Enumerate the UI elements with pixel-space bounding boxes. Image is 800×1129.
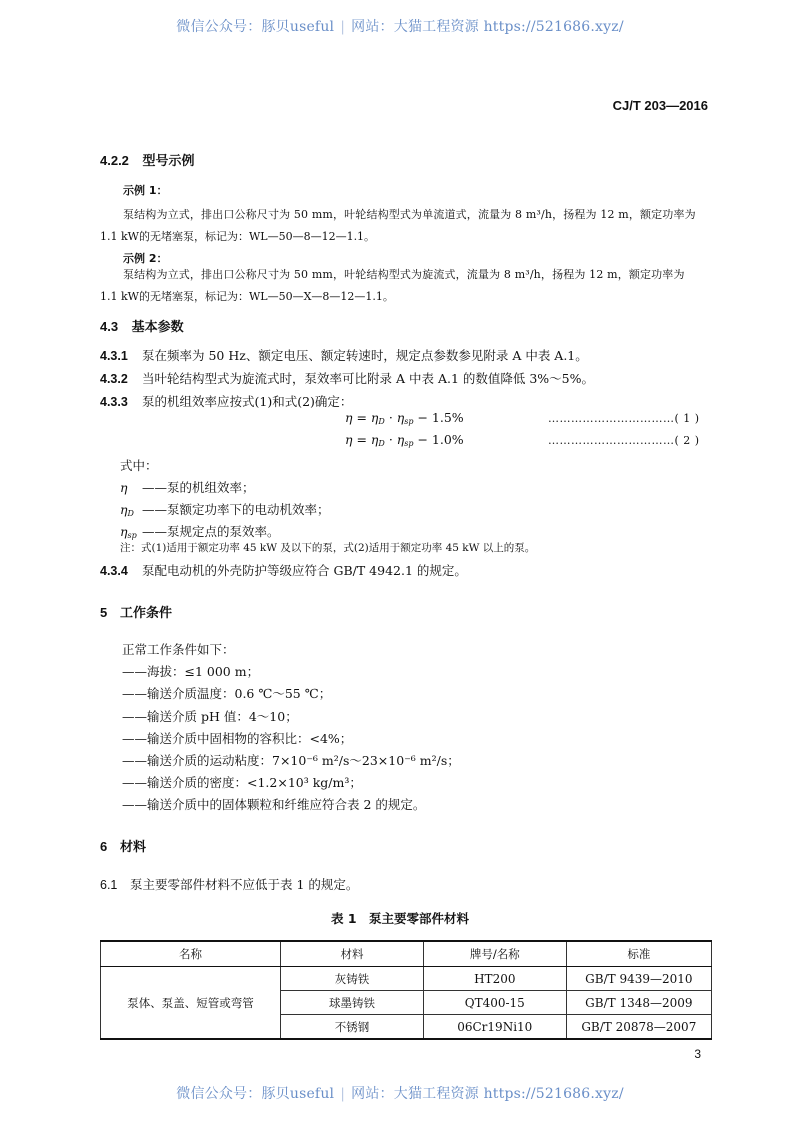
example-2-line-2: 1.1 kW的无堵塞泵，标记为：WL—50—X—8—12—1.1。 [100,290,394,303]
header-standard: 标准 [566,941,711,967]
table-1-materials [100,940,712,1040]
cell-standard: GB/T 1348—2009 [566,991,711,1015]
formula-2-leader: ……………………………( 2 ) [548,434,700,447]
document-code: CJ/T 203—2016 [612,98,708,113]
section-4-3-heading [100,316,184,335]
formula-1-label: ( 1 ) [674,412,700,425]
cell-part-name: 泵体、泵盖、短管或弯管 [101,967,281,1040]
clause-number: 4.3.1 [100,349,128,363]
formula-2-label: ( 2 ) [674,434,700,447]
clause-text: 泵配电动机的外壳防护等级应符合 GB/T 4942.1 的规定。 [142,563,467,578]
table-1-caption: 表 1 泵主要零部件材料 [330,911,470,926]
section-title: 基本参数 [131,320,184,335]
symbol-eta: η ——泵的机组效率； [120,480,255,495]
watermark-wechat: 微信公众号：豚贝useful [176,1086,335,1102]
cell-grade: HT200 [423,967,566,991]
section-title: 材料 [120,840,147,855]
watermark-top [0,16,800,36]
cell-grade: QT400-15 [423,991,566,1015]
section-number: 4.2.2 [100,153,129,168]
condition-ph: ——输送介质 pH 值：4～10； [122,709,298,724]
condition-viscosity: ——输送介质的运动粘度：7×10⁻⁶ m²/s～23×10⁻⁶ m²/s； [122,753,460,768]
section-number: 5 [100,605,108,620]
clause-text: 泵的机组效率应按式(1)和式(2)确定： [142,394,353,409]
example-1-line-2: 1.1 kW的无堵塞泵，标记为：WL—50—8—12—1.1。 [100,230,376,243]
formula-2: $\eta = \eta_D \cdot \eta_{sp} - 1.0\%$ [345,432,464,448]
example-2-line-1: 泵结构为立式，排出口公称尺寸为 50 mm，叶轮结构型式为旋流式，流量为 8 m³/h，扬程为 12 m，额定功率为 [123,268,685,281]
table-row [101,967,712,991]
cell-standard: GB/T 9439—2010 [566,967,711,991]
condition-particles: ——输送介质中的固体颗粒和纤维应符合表 2 的规定。 [122,797,426,812]
clause-4-3-3 [100,392,352,410]
section-number: 6 [100,839,108,854]
symbol-eta-sp: $\eta_{sp}$ ——泵规定点的泵效率。 [120,524,280,540]
condition-altitude: ——海拔：≤1 000 m； [122,664,260,679]
cell-standard: GB/T 20878—2007 [566,1015,711,1040]
clause-4-3-2 [100,369,594,387]
clause-6-1 [100,875,358,893]
example-1-line-1: 泵结构为立式，排出口公称尺寸为 50 mm，叶轮结构型式为单流道式，流量为 8 m³/h，扬程为 12 m，额定功率为 [123,208,696,221]
condition-temperature: ——输送介质温度：0.6 ℃～55 ℃； [122,686,332,701]
clause-text: 当叶轮结构型式为旋流式时，泵效率可比附录 A 中表 A.1 的数值降低 3%～5%。 [142,371,595,386]
section-number: 4.3 [100,319,119,334]
formula-1: $\eta = \eta_D \cdot \eta_{sp} - 1.5\%$ [345,410,464,426]
watermark-site: 网站：大猫工程资源 https://521686.xyz/ [351,19,624,35]
watermark-site: 网站：大猫工程资源 https://521686.xyz/ [351,1086,624,1102]
page-number: 3 [694,1047,701,1061]
where-label: 式中： [120,458,158,473]
table-header-row [101,941,712,967]
clause-4-3-1 [100,346,588,364]
clause-number: 4.3.2 [100,372,128,386]
cell-material: 灰铸铁 [281,967,424,991]
cell-material: 球墨铸铁 [281,991,424,1015]
section-6-heading [100,836,146,855]
clause-text: 泵主要零部件材料不应低于表 1 的规定。 [130,877,359,892]
header-grade: 牌号/名称 [423,941,566,967]
watermark-wechat: 微信公众号：豚贝useful [176,19,335,35]
watermark-separator: | [340,19,346,35]
note: 注：式(1)适用于额定功率 45 kW 及以下的泵，式(2)适用于额定功率 45 kW 以上的泵。 [120,542,536,554]
condition-solid-ratio: ——输送介质中固相物的容积比：<4%； [122,731,353,746]
section-5-heading [100,602,172,621]
header-name: 名称 [101,941,281,967]
clause-number: 4.3.3 [100,395,128,409]
clause-text: 泵在频率为 50 Hz、额定电压、额定转速时，规定点参数参见附录 A 中表 A.1。 [142,348,588,363]
watermark-separator: | [340,1086,346,1102]
header-material: 材料 [281,941,424,967]
clause-number: 4.3.4 [100,564,128,578]
conditions-intro: 正常工作条件如下： [122,642,235,657]
condition-density: ——输送介质的密度：<1.2×10³ kg/m³； [122,775,362,790]
section-4-2-2-heading [100,150,195,169]
watermark-bottom [0,1083,800,1103]
clause-number: 6.1 [100,878,118,892]
section-title: 工作条件 [120,606,173,621]
example-2-label: 示例 2： [123,252,168,265]
section-title: 型号示例 [142,154,195,169]
clause-4-3-4 [100,561,467,579]
example-1-label: 示例 1： [123,184,168,197]
cell-grade: 06Cr19Ni10 [423,1015,566,1040]
symbol-eta-d: $\eta_D$ ——泵额定功率下的电动机效率； [120,502,330,518]
formula-1-leader: ……………………………( 1 ) [548,412,700,425]
cell-material: 不锈钢 [281,1015,424,1040]
